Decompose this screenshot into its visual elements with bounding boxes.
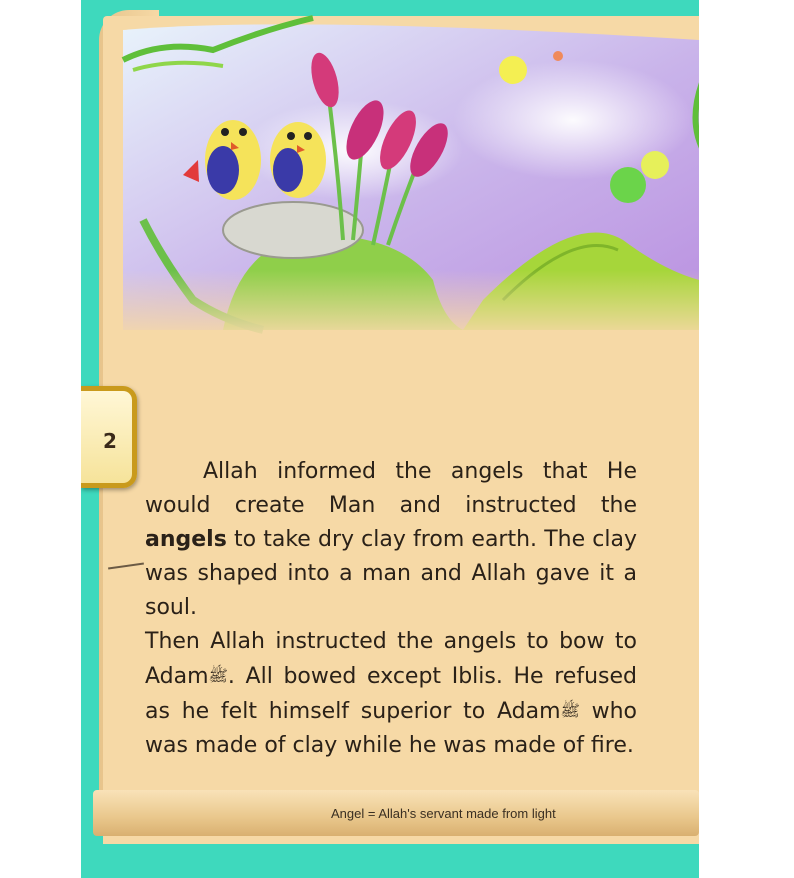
page-number-badge [81,386,137,488]
glossary-note: Angel = Allah's servant made from light [331,806,556,821]
parchment-fade [123,270,699,340]
story-paragraph-1: Allah informed the angels that He would create Man and instructed the angels to take dry clay from earth. The clay was shaped into a man and Allah gave it a soul. [145,459,637,620]
illustration-scene [103,0,699,340]
bold-term: angels [145,527,227,552]
orange-dot [553,51,563,61]
page-number: 2 [103,429,117,453]
bird-right [270,122,326,198]
green-sphere [610,167,646,203]
honorific-glyph: ﷺ [560,701,580,720]
yellow-sphere [499,56,527,84]
honorific-glyph: ﷺ [208,666,228,685]
lime-sphere [641,151,669,179]
story-text [145,455,637,763]
story-paragraph-2: Then Allah instructed the angels to bow to Adamﷺ. All bowed except Iblis. He refused as he felt himself superior to Adamﷺ who was made of clay while he was made of fire. [145,629,637,758]
